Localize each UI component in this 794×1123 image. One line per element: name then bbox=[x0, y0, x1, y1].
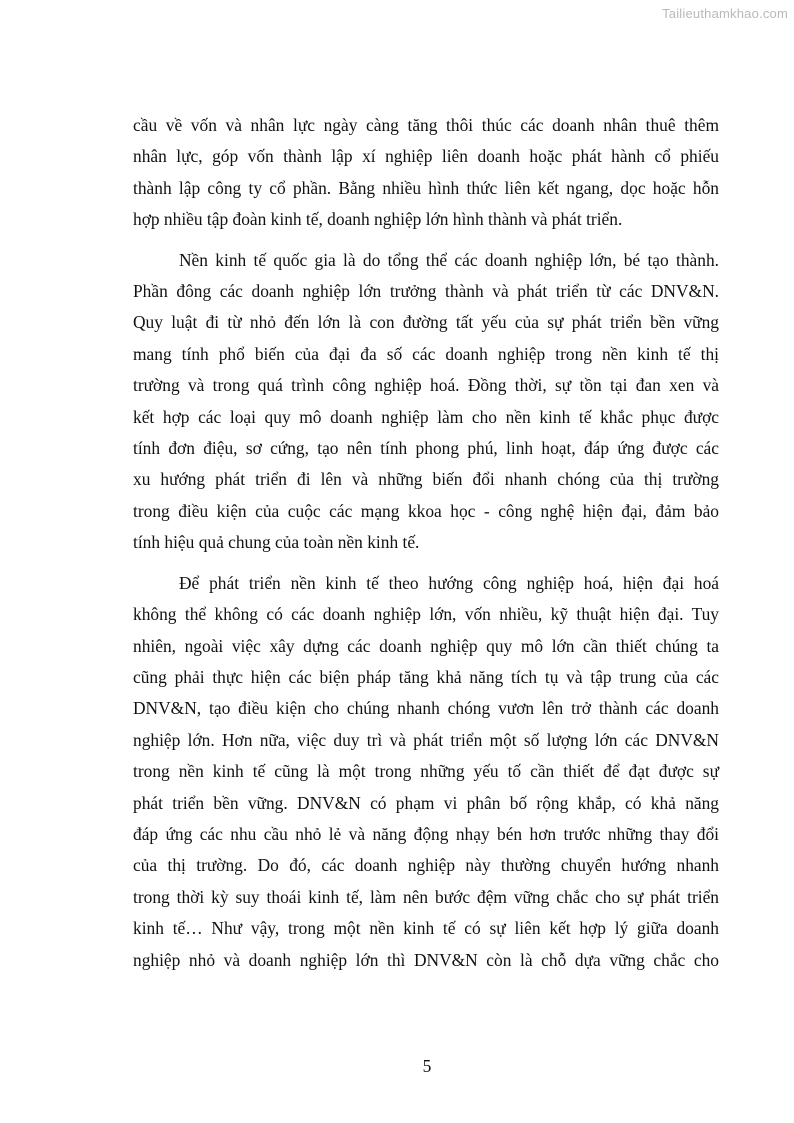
watermark: Tailieuthamkhao.com bbox=[662, 6, 788, 21]
text-line: xu hướng phát triển đi lên và những biến đổi nhanh chóng của thị trường bbox=[133, 469, 719, 490]
paragraph-1 bbox=[133, 110, 719, 236]
text-line: cũng phải thực hiện các biện pháp tăng khả năng tích tụ và tập trung của các bbox=[133, 666, 719, 687]
text-line: Để phát triển nền kinh tế theo hướng công nghiệp hoá, hiện đại hoá bbox=[179, 572, 719, 593]
text-line: trường và trong quá trình công nghiệp hoá. Đồng thời, sự tồn tại đan xen và bbox=[133, 375, 719, 396]
text-line: trong nền kinh tế cũng là một trong những yếu tố cần thiết để đạt được sự bbox=[133, 761, 719, 782]
text-line: kinh tế… Như vậy, trong một nền kinh tế có sự liên kết hợp lý giữa doanh bbox=[133, 918, 719, 939]
text-line: Nền kinh tế quốc gia là do tổng thể các doanh nghiệp lớn, bé tạo thành. bbox=[179, 249, 719, 270]
text-line: tính đơn điệu, sơ cứng, tạo nên tính phong phú, linh hoạt, đáp ứng được các bbox=[133, 438, 719, 459]
text-line: tính hiệu quả chung của toàn nền kinh tế. bbox=[133, 532, 420, 553]
text-line: thành lập công ty cổ phần. Bằng nhiều hình thức liên kết ngang, dọc hoặc hỗn bbox=[133, 177, 719, 198]
text-line: nghiệp lớn. Hơn nữa, việc duy trì và phát triển một số lượng lớn các DNV&N bbox=[133, 729, 719, 750]
text-line: trong điều kiện của cuộc các mạng kkoa học - công nghệ hiện đại, đảm bảo bbox=[133, 500, 719, 521]
document-body bbox=[133, 110, 719, 976]
text-line: hợp nhiều tập đoàn kinh tế, doanh nghiệp lớn hình thành và phát triển. bbox=[133, 209, 623, 230]
text-line: của thị trường. Do đó, các doanh nghiệp này thường chuyển hướng nhanh bbox=[133, 855, 719, 876]
text-line: nhiên, ngoài việc xây dựng các doanh nghiệp quy mô lớn cần thiết chúng ta bbox=[133, 635, 719, 656]
text-line: không thể không có các doanh nghiệp lớn, vốn nhiều, kỹ thuật hiện đại. Tuy bbox=[133, 604, 719, 625]
text-line: đáp ứng các nhu cầu nhỏ lẻ và năng động nhạy bén hơn trước những thay đổi bbox=[133, 823, 719, 844]
text-line: cầu về vốn và nhân lực ngày càng tăng thôi thúc các doanh nhân thuê thêm bbox=[133, 115, 719, 135]
text-line: phát triển bền vững. DNV&N có phạm vi phân bố rộng khắp, có khả năng bbox=[133, 792, 719, 813]
text-line: nghiệp nhỏ và doanh nghiệp lớn thì DNV&N còn là chỗ dựa vững chắc cho bbox=[133, 949, 719, 970]
text-line: DNV&N, tạo điều kiện cho chúng nhanh chóng vươn lên trở thành các doanh bbox=[133, 698, 719, 719]
paragraph-2 bbox=[133, 245, 719, 559]
text-line: Quy luật đi từ nhỏ đến lớn là con đường tất yếu của sự phát triển bền vững bbox=[133, 312, 719, 333]
text-line: kết hợp các loại quy mô doanh nghiệp làm cho nền kinh tế khắc phục được bbox=[133, 406, 719, 427]
paragraph-3 bbox=[133, 568, 719, 976]
page-number: 5 bbox=[422, 1056, 432, 1076]
text-line: mang tính phổ biến của đại đa số các doanh nghiệp trong nền kinh tế thị bbox=[133, 343, 719, 364]
text-line: Phần đông các doanh nghiệp lớn trưởng thành và phát triển từ các DNV&N. bbox=[133, 281, 719, 302]
text-line: nhân lực, góp vốn thành lập xí nghiệp liên doanh hoặc phát hành cổ phiếu bbox=[133, 146, 719, 167]
text-line: trong thời kỳ suy thoái kinh tế, làm nên bước đệm vững chắc cho sự phát triển bbox=[133, 886, 719, 907]
